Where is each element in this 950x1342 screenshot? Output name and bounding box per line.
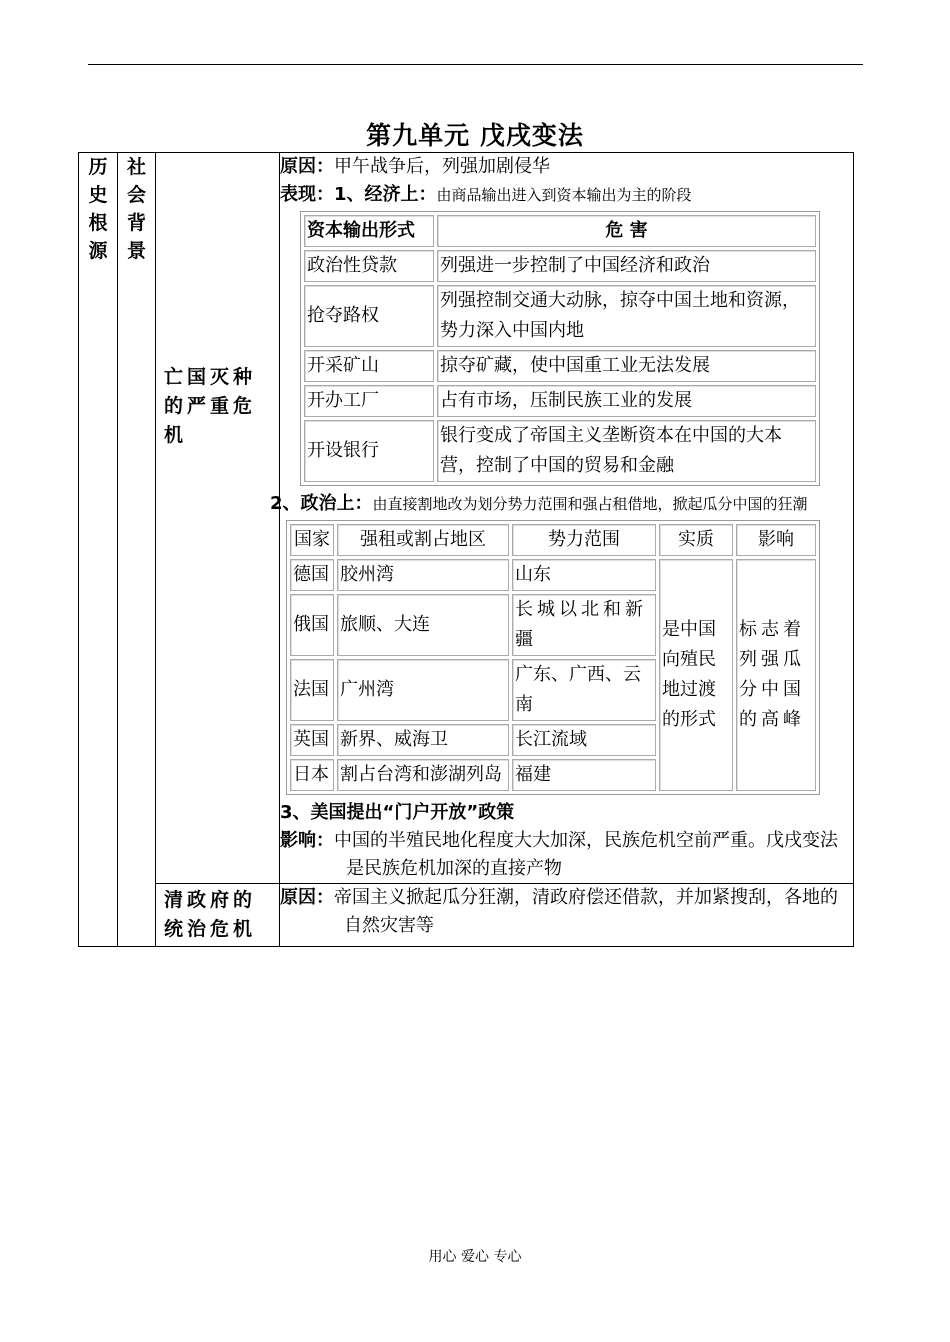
table-row: 开办工厂 占有市场，压制民族工业的发展 — [304, 385, 816, 417]
page-title: 第九单元 戊戌变法 — [366, 121, 584, 150]
table-row: 德国 胶州湾 山东 是中国向殖民地过渡的形式 标志着列强瓜分中国的高峰 — [290, 559, 816, 591]
header-historical-roots: 历 史 根 源 — [79, 153, 118, 947]
table-row: 英国 新界、威海卫 长江流域 — [290, 724, 816, 756]
qing-cause-line: 原因：帝国主义掀起瓜分狂潮，清政府偿还借款，并加紧搜刮，各地的自然灾害等 — [280, 887, 838, 936]
pol-header-impact: 影响 — [736, 524, 816, 556]
main-table — [78, 152, 854, 947]
influence-line: 影响：中国的半殖民地化程度大大加深，民族危机空前严重。戊戌变法是民族危机加深的直接产物 — [280, 830, 838, 879]
impact-cell: 标志着列强瓜分中国的高峰 — [736, 559, 816, 791]
table-row: 法国 广州湾 广东、广西、云南 — [290, 659, 816, 721]
essence-cell: 是中国向殖民地过渡的形式 — [659, 559, 733, 791]
crisis-cell — [156, 153, 280, 884]
page-footer: 用心 爱心 专心 — [428, 1249, 522, 1265]
table-row: 开采矿山 掠夺矿藏，使中国重工业无法发展 — [304, 350, 816, 382]
pol-header-country: 国家 — [290, 524, 334, 556]
crisis-label: 亡国灭种的严重危机 — [164, 366, 257, 446]
table-row: 开设银行 银行变成了帝国主义垄断资本在中国的大本营，控制了中国的贸易和金融 — [304, 420, 816, 482]
crisis-content — [270, 153, 854, 884]
table-row: 抢夺路权 列强控制交通大动脉，掠夺中国土地和资源，势力深入中国内地 — [304, 285, 816, 347]
cause-line: 原因：甲午战争后，列强加剧侵华 — [280, 156, 550, 177]
qing-content — [280, 884, 854, 947]
econ-header-harm: 危 害 — [437, 215, 816, 247]
us-policy-line: 3、美国提出“门户开放”政策 — [280, 802, 515, 823]
table-row: 俄国 旅顺、大连 长城以北和新疆 — [290, 594, 816, 656]
economic-table — [300, 211, 820, 486]
pol-header-area: 强租或割占地区 — [337, 524, 509, 556]
header-social-background: 社 会 背 景 — [118, 153, 156, 947]
qing-cell — [156, 884, 280, 947]
pol-header-sphere: 势力范围 — [512, 524, 656, 556]
politics-line: 2、政治上：由直接割地改为划分势力范围和强占租借地，掀起瓜分中国的狂潮 — [270, 493, 808, 514]
table-row: 政治性贷款 列强进一步控制了中国经济和政治 — [304, 250, 816, 282]
pol-header-essence: 实质 — [659, 524, 733, 556]
qing-label: 清政府的统治危机 — [164, 889, 257, 940]
table-row: 日本 割占台湾和澎湖列岛 福建 — [290, 759, 816, 791]
top-rule — [88, 64, 863, 65]
political-table — [286, 520, 820, 795]
manifest-line: 表现：1、经济上：由商品输出进入到资本输出为主的阶段 — [280, 184, 692, 205]
econ-header-form: 资本输出形式 — [304, 215, 434, 247]
